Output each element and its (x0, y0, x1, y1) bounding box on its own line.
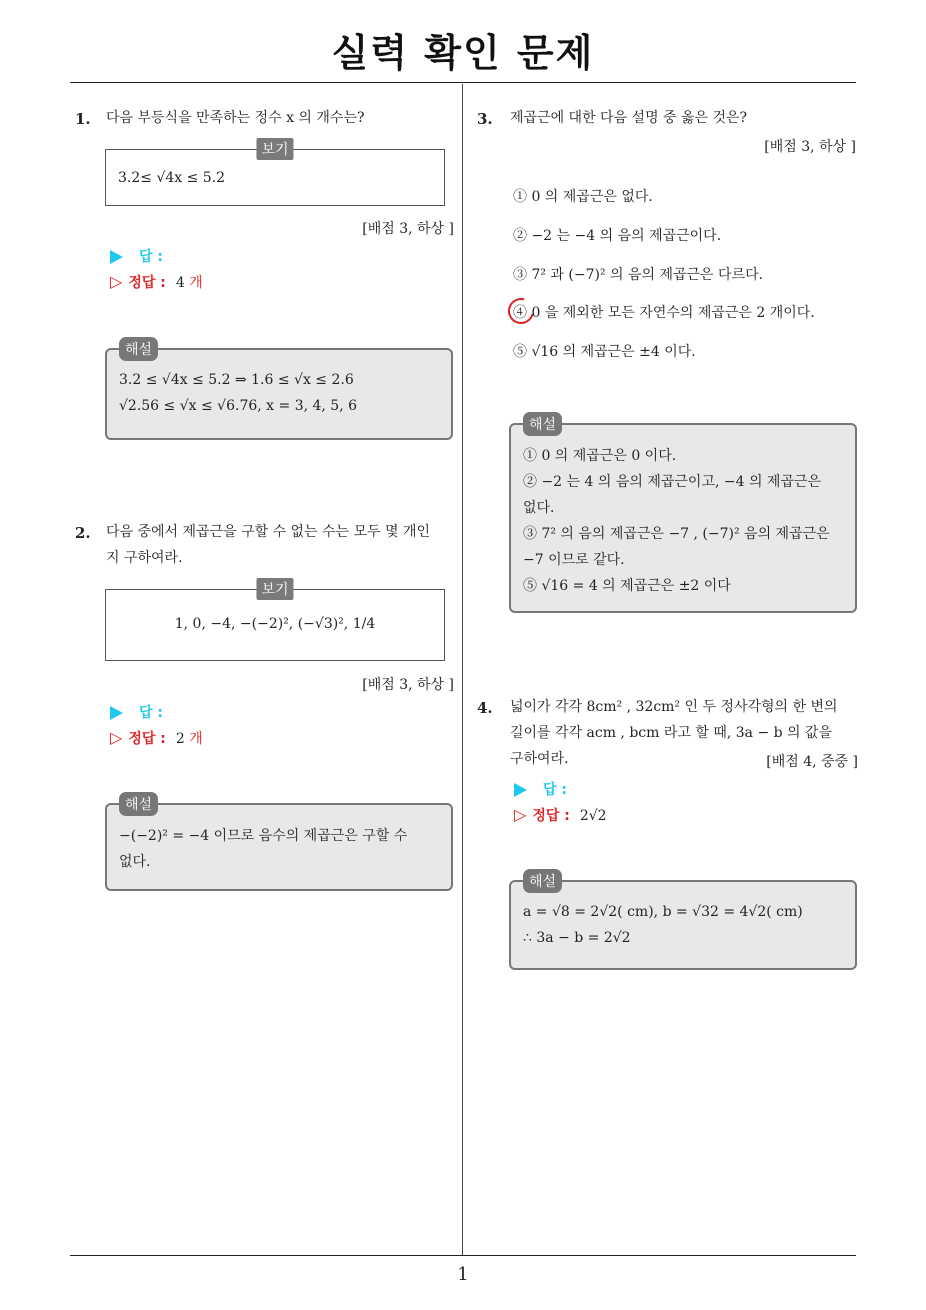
question-text-line: 길이를 각각 acm , bcm 라고 할 때, 3a − b 의 값을 (510, 725, 833, 741)
answer-label: 답 : (139, 705, 163, 721)
choice-3[interactable]: ③ 7² 과 (−7)² 의 음의 제곱근은 다르다. (513, 267, 764, 283)
bogi-expression: 1, 0, −4, −(−2)², (−√3)², 1/4 (174, 616, 376, 632)
solution-line: ③ 7² 의 음의 제곱근은 −7 , (−7)² 음의 제곱근은 (523, 526, 830, 542)
question-text-line: 다음 중에서 제곱근을 구할 수 없는 수는 모두 몇 개인 (106, 524, 431, 540)
solution-line: 없다. (119, 854, 151, 870)
correct-value: 2 (175, 731, 185, 747)
question-text-line: 넓이가 각각 8cm² , 32cm² 인 두 정사각형의 한 변의 (510, 699, 838, 715)
solution-label: 해설 (119, 337, 158, 361)
correct-label: 정답 : (532, 808, 570, 824)
question-text: 제곱근에 대한 다음 설명 중 옳은 것은? (510, 110, 748, 126)
question-number: 1. (75, 110, 91, 128)
solution-box (509, 874, 857, 970)
solution-line: 없다. (523, 500, 555, 516)
solution-line: ② −2 는 4 의 음의 제곱근이고, −4 의 제곱근은 (523, 474, 822, 490)
correct-value: 2√2 (579, 808, 607, 824)
column-divider (462, 84, 463, 1256)
question-text-line: 지 구하여라. (106, 550, 183, 566)
solution-box (105, 797, 453, 891)
solution-line: ① 0 의 제곱근은 0 이다. (523, 448, 677, 464)
question-number: 4. (477, 699, 493, 717)
answer-label: 답 : (139, 249, 163, 265)
outline-triangle-icon: ▷ (110, 272, 123, 291)
outline-triangle-icon: ▷ (110, 728, 123, 747)
question-text-line: 구하여라. (510, 751, 569, 767)
bogi-box (105, 142, 445, 206)
play-triangle-icon (514, 783, 527, 797)
choice-1[interactable]: ① 0 의 제곱근은 없다. (513, 189, 653, 205)
solution-box (105, 342, 453, 440)
solution-line: 3.2 ≤ √4x ≤ 5.2 ⇒ 1.6 ≤ √x ≤ 2.6 (119, 372, 354, 388)
bogi-label: 보기 (256, 138, 293, 160)
top-rule (70, 82, 856, 83)
solution-line: a = √8 = 2√2( cm), b = √32 = 4√2( cm) (523, 904, 803, 920)
score-meta: [배점 4, 중중 ] (766, 754, 858, 770)
question-text: 다음 부등식을 만족하는 정수 x 의 개수는? (106, 110, 365, 126)
bottom-rule (70, 1255, 856, 1256)
solution-box (509, 417, 857, 613)
solution-line: −(−2)² = −4 이므로 음수의 제곱근은 구할 수 (119, 828, 408, 844)
answer-line[interactable] (514, 779, 567, 799)
answer-label: 답 : (543, 782, 567, 798)
score-meta: [배점 3, 하상 ] (362, 221, 454, 237)
correct-answer (514, 805, 607, 825)
correct-unit: 개 (189, 731, 203, 747)
question-number: 2. (75, 524, 91, 542)
answer-line[interactable] (110, 702, 163, 722)
correct-label: 정답 : (128, 275, 166, 291)
score-meta: [배점 3, 하상 ] (362, 677, 454, 693)
correct-value: 4 (175, 275, 185, 291)
score-meta: [배점 3, 하상 ] (764, 139, 856, 155)
correct-answer (110, 728, 203, 748)
play-triangle-icon (110, 706, 123, 720)
solution-line: ⑤ √16 = 4 의 제곱근은 ±2 이다 (523, 578, 731, 594)
outline-triangle-icon: ▷ (514, 805, 527, 824)
solution-label: 해설 (523, 869, 562, 893)
solution-line: √2.56 ≤ √x ≤ √6.76, x = 3, 4, 5, 6 (119, 398, 358, 414)
solution-line: −7 이므로 같다. (523, 552, 625, 568)
answer-line[interactable] (110, 246, 163, 266)
bogi-box (105, 582, 445, 661)
page-number: 1 (457, 1264, 469, 1285)
page-title: 실력 확인 문제 (331, 31, 595, 75)
solution-line: ∴ 3a − b = 2√2 (523, 930, 631, 946)
solution-label: 해설 (523, 412, 562, 436)
correct-label: 정답 : (128, 731, 166, 747)
correct-answer (110, 272, 203, 292)
question-number: 3. (477, 110, 493, 128)
correct-unit: 개 (189, 275, 203, 291)
choice-2[interactable]: ② −2 는 −4 의 음의 제곱근이다. (513, 228, 722, 244)
choice-5[interactable]: ⑤ √16 의 제곱근은 ±4 이다. (513, 344, 696, 360)
solution-label: 해설 (119, 792, 158, 816)
choice-4[interactable]: ④ 0 을 제외한 모든 자연수의 제곱근은 2 개이다. (513, 305, 815, 321)
play-triangle-icon (110, 250, 123, 264)
bogi-expression: 3.2≤ √4x ≤ 5.2 (118, 170, 226, 186)
bogi-label: 보기 (256, 578, 293, 600)
